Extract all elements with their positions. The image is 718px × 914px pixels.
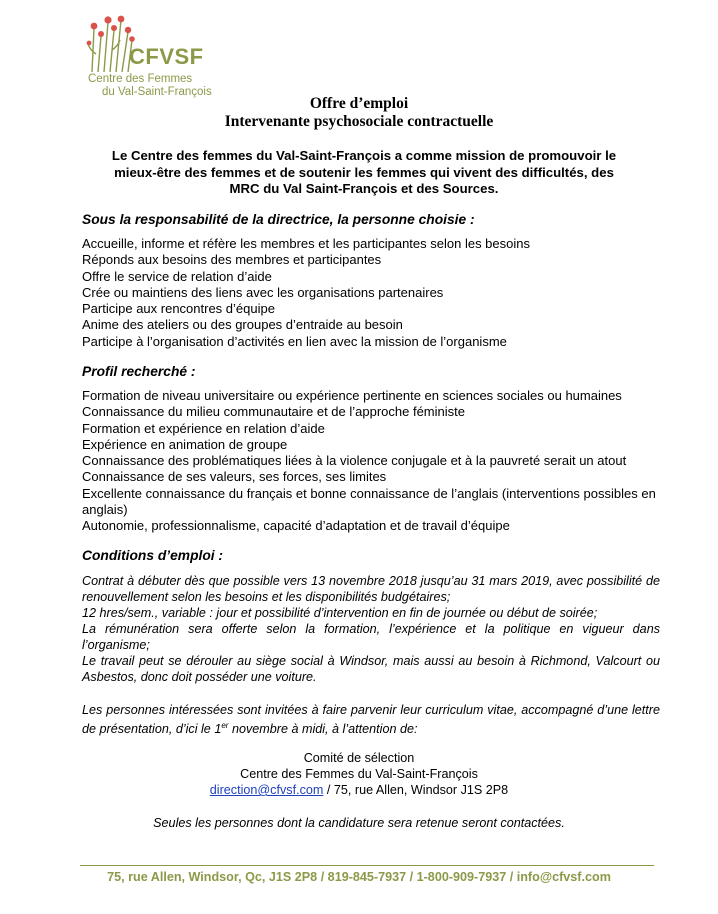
footer-contact: 75, rue Allen, Windsor, Qc, J1S 2P8 / 819-845-7937 / 1-800-909-7937 / info@cfvsf.com bbox=[107, 870, 611, 884]
list-item: Participe aux rencontres d’équipe bbox=[82, 301, 275, 317]
mission-line3: MRC du Val Saint-François et des Sources. bbox=[229, 181, 499, 196]
mission-line2: mieux-être des femmes et de soutenir les femmes qui vivent des difficultés, des bbox=[114, 164, 614, 180]
list-item: Connaissance de ses valeurs, ses forces, ses limites bbox=[82, 469, 387, 485]
conditions-paragraph: Le travail peut se dérouler au siège social à Windsor, mais aussi au besoin à Richmond, Valcourt ou Asbestos, donc doit posséder une voiture. bbox=[82, 654, 660, 684]
list-item: Formation et expérience en relation d’aide bbox=[82, 420, 325, 436]
address-line2: Centre des Femmes du Val-Saint-François bbox=[240, 767, 478, 781]
mission-statement bbox=[90, 148, 638, 198]
application-paragraph bbox=[82, 702, 660, 737]
conditions-text bbox=[82, 573, 660, 685]
list-item: Connaissance des problématiques liées à la violence conjugale et à la pauvreté serait un atout bbox=[82, 453, 627, 469]
conditions-heading: Conditions d’emploi : bbox=[82, 548, 224, 563]
list-item: Offre le service de relation d’aide bbox=[82, 268, 272, 284]
list-item: Formation de niveau universitaire ou expérience pertinente en sciences sociales ou humaines bbox=[82, 388, 622, 403]
application-text: Les personnes intéressées sont invitées à faire parvenir leur curriculum vitae, accompagné d’une lettre de présentation, d’ici le 1 bbox=[82, 703, 660, 737]
list-item: Crée ou maintiens des liens avec les organisations partenaires bbox=[82, 284, 444, 300]
email-link[interactable]: direction@cfvsf.com bbox=[209, 783, 324, 797]
notice: Seules les personnes dont la candidature sera retenue seront contactées. bbox=[153, 816, 565, 830]
application-text-end: novembre à midi, à l’attention de: bbox=[228, 722, 418, 737]
responsibilities-list bbox=[82, 236, 662, 350]
list-item: Réponds aux besoins des membres et participantes bbox=[82, 252, 382, 268]
application-superscript: er bbox=[221, 721, 229, 730]
list-item: Anime des ateliers ou des groupes d’entraide au besoin bbox=[82, 317, 403, 333]
list-item: Connaissance du milieu communautaire et de l’approche féministe bbox=[82, 404, 465, 420]
logo-abbreviation: CFVSF bbox=[129, 44, 204, 69]
logo-name-line1: Centre des Femmes bbox=[88, 73, 193, 85]
responsibilities-heading: Sous la responsabilité de la directrice, la personne choisie : bbox=[82, 212, 475, 227]
list-item: Participe à l’organisation d’activités en lien avec la mission de l’organisme bbox=[82, 333, 507, 349]
mission-line1: Le Centre des femmes du Val-Saint-François a comme mission de promouvoir le bbox=[111, 148, 617, 163]
list-item: Expérience en animation de groupe bbox=[82, 436, 288, 452]
profile-list bbox=[82, 388, 662, 535]
title-line2: Intervenante psychosociale contractuelle bbox=[224, 113, 494, 130]
list-item: Excellente connaissance du français et bonne connaissance de l’anglais (interventions possibles en anglais) bbox=[82, 485, 656, 518]
address-line1: Comité de sélection bbox=[303, 751, 415, 765]
title-line1: Offre d’emploi bbox=[309, 95, 409, 112]
footer-divider bbox=[80, 865, 654, 866]
logo-name-line2: du Val-Saint-François bbox=[102, 86, 212, 98]
address-street: / 75, rue Allen, Windsor J1S 2P8 bbox=[323, 783, 509, 797]
conditions-paragraph: Contrat à débuter dès que possible vers 13 novembre 2018 jusqu’au 31 mars 2019, avec possibilité de renouvellement selon les besoins et les disponibilités budgétaires; bbox=[82, 574, 660, 604]
address-line3 bbox=[0, 782, 718, 798]
logo bbox=[86, 14, 246, 98]
address-block bbox=[0, 750, 718, 798]
profile-heading: Profil recherché : bbox=[82, 364, 196, 379]
conditions-paragraph: La rémunération sera offerte selon la formation, l’expérience et la politique en vigueur dans l’organisme; bbox=[82, 622, 660, 652]
list-item: Autonomie, professionnalisme, capacité d’adaptation et de travail d’équipe bbox=[82, 518, 510, 534]
list-item: Accueille, informe et réfère les membres et les participantes selon les besoins bbox=[82, 236, 530, 251]
conditions-paragraph: 12 hres/sem., variable : jour et possibilité d’intervention en fin de journée ou début de soirée; bbox=[82, 606, 598, 620]
